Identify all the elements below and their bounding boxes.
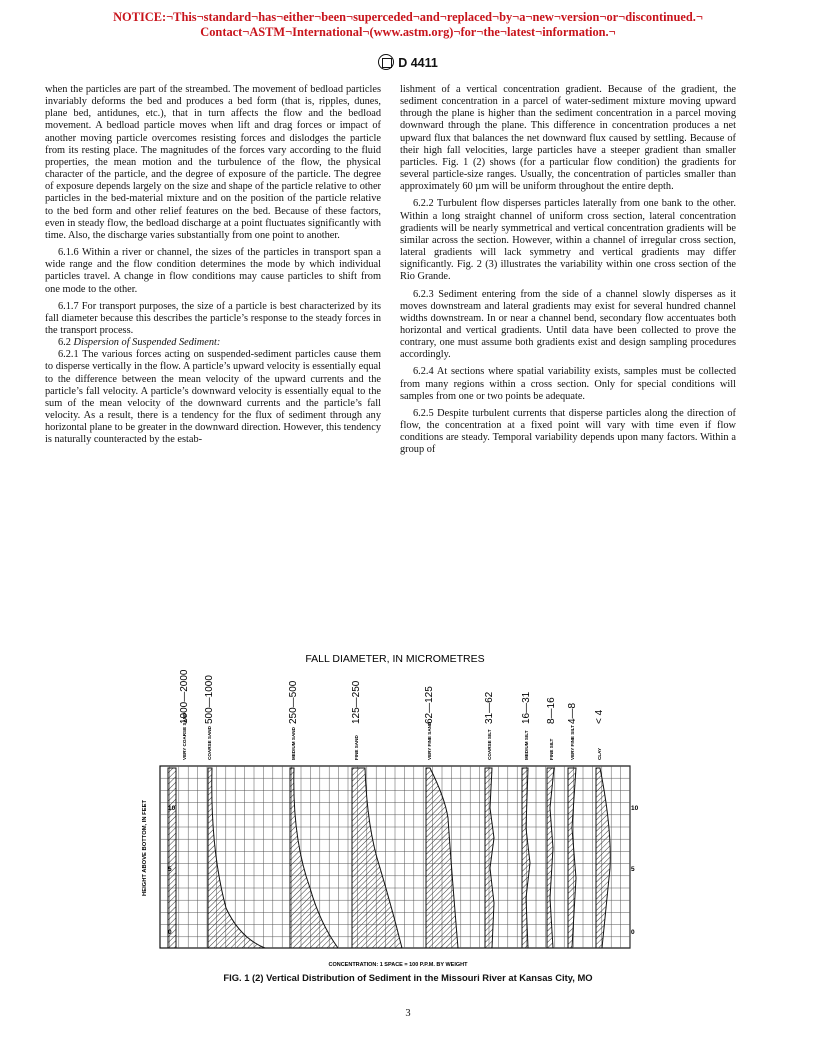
page-number: 3 <box>405 1008 411 1019</box>
class-label: VERY FINE SAND <box>427 721 432 760</box>
size-range-label: 500—1000 <box>204 675 215 724</box>
concentration-profile <box>426 768 458 948</box>
section-heading <box>45 337 381 349</box>
notice-banner <box>0 10 816 40</box>
class-label: VERY COARSE SAND <box>182 712 187 760</box>
class-label: COARSE SILT <box>487 729 492 760</box>
figure-caption: FIG. 1 (2) Vertical Distribution of Sediment in the Missouri River at Kansas City, MO <box>223 972 593 983</box>
left-column <box>45 84 381 447</box>
paragraph: 6.2.1 The various forces acting on suspended-sediment particles cause them to disperse vertically in the flow. A particle’s upward velocity is essentially equal to the difference between the mean velocity of the upward currents and the particle’s fall velocity. A particle’s downward velocity is essentially equal to the sum of the mean velocity of the downward currents and the particle’s fall velocity. As a result, there is a tendency for the flux of sediment through any horizontal plane to be greater in the downward direction. However, this tendency is naturally counteracted by the estab- <box>45 349 381 446</box>
section-title: Dispersion of Suspended Sediment: <box>73 337 221 349</box>
concentration-profiles <box>168 768 610 948</box>
size-range-label: 1000—2000 <box>179 669 190 724</box>
class-label: CLAY <box>597 747 602 760</box>
y-axis-label: HEIGHT ABOVE BOTTOM, IN FEET <box>142 800 148 896</box>
size-range-labels <box>179 669 605 724</box>
right-column <box>400 84 736 457</box>
page-header <box>0 54 816 70</box>
size-range-label: < 4 <box>594 709 605 724</box>
class-label: VERY FINE SILT <box>570 725 575 760</box>
class-label: FINE SILT <box>549 738 554 760</box>
paragraph: 6.1.7 For transport purposes, the size of a particle is best characterized by its fall diameter because this describes the particle’s response to the steady forces in the transport process. <box>45 300 381 336</box>
concentration-profile <box>485 768 494 948</box>
class-label: FINE SAND <box>354 735 359 760</box>
paragraph: 6.2.3 Sediment entering from the side of a channel slowly disperses as it moves downstream and lateral gradients may exist for several hundred channel widths downstream. In or near a channel bend, secondary flow accentuates both horizontal and vertical gradients. Until data have been collected to prove the contrary, one must assume both gradients exist and design sampling procedures accordingly. <box>400 288 736 361</box>
figure-title: FALL DIAMETER, IN MICROMETRES <box>305 653 485 665</box>
class-label: COARSE SAND <box>207 726 212 760</box>
concentration-profile <box>522 768 530 948</box>
concentration-profile <box>596 768 610 948</box>
concentration-profile <box>352 768 402 948</box>
size-range-label: 31—62 <box>484 691 495 724</box>
size-range-label: 16—31 <box>521 691 532 724</box>
y-tick-right-0: 0 <box>631 929 635 936</box>
notice-line-2: Contact¬ASTM¬International¬(www.astm.org)¬for¬the¬latest¬information.¬ <box>200 25 616 39</box>
concentration-profile <box>568 768 576 948</box>
paragraph: 6.2.4 At sections where spatial variability exists, samples must be collected from many regions within a cross section. Only for special conditions will samples from one or two points be adequate. <box>400 366 736 402</box>
paragraph: 6.2.5 Despite turbulent currents that disperse particles along the direction of flow, the concentration at a fixed point will vary with time even if flow conditions are steady. Temporal variability depends upon many factors. Within a group of <box>400 407 736 456</box>
paragraph: 6.2.2 Turbulent flow disperses particles laterally from one bank to the other. Within a long straight channel of uniform cross section, lateral concentration gradients will be nearly symmetrical and vertical concentration gradients will be similar across the section. However, within a channel of irregular cross section, lateral gradients will lack symmetry and vertical gradients may differ significantly. Fig. 2 (3) illustrates the variability within one cross section of the Rio Grande. <box>400 198 736 283</box>
paragraph: 6.1.6 Within a river or channel, the sizes of the particles in transport span a wide range and the flow condition determines the mode by which individual particles travel. A change in flow conditions may cause particles to shift from one mode to the other. <box>45 247 381 295</box>
y-tick-right-10: 10 <box>631 805 639 812</box>
figure-sediment-distribution <box>140 648 660 983</box>
size-range-label: 8—16 <box>546 697 557 724</box>
standard-designation: D 4411 <box>398 56 438 70</box>
notice-line-1: NOTICE:¬This¬standard¬has¬either¬been¬superceded¬and¬replaced¬by¬a¬new¬version¬or¬discontinued.¬ <box>113 10 703 24</box>
class-label: MEDIUM SAND <box>291 727 296 760</box>
section-number: 6.2 <box>58 337 71 349</box>
concentration-profile <box>547 768 554 948</box>
x-axis-label: CONCENTRATION: 1 SPACE = 100 P.P.M. BY WEIGHT <box>328 962 468 968</box>
concentration-profile <box>168 768 176 948</box>
astm-logo-icon <box>378 54 394 70</box>
paragraph: lishment of a vertical concentration gradient. Because of the gradient, the sediment concentration in a parcel of water-sediment mixture moving upward through the plane is higher than the sediment concentration in a parcel moving downward through the plane. This difference in concentration produces a net upward flux that balances the net downward flux caused by settling. Because of their high fall velocities, large particles have a steeper gradient than smaller particles. Fig. 1 (2) shows (for a particular flow condition) the gradients for several particle-size ranges. Usually, the concentration of particles smaller than approximately 60 µm will be uniform throughout the entire depth. <box>400 84 736 193</box>
y-tick-left-10: 10 <box>168 805 176 812</box>
size-range-label: 4—8 <box>567 702 578 724</box>
concentration-profile <box>290 768 338 948</box>
y-tick-left-0: 0 <box>168 929 172 936</box>
size-range-label: 250—500 <box>288 680 299 724</box>
paragraph: when the particles are part of the streambed. The movement of bedload particles invariably deforms the bed and produces a bed form (that is, ripples, dunes, plane bed, antidunes, etc.), that in turn affects the flow and the bedload movement. A bedload particle moves when lift and drag forces or impact of another moving particle overcomes resisting forces and dislodges the particle from its resting place. The magnitudes of the forces vary according to the fluid properties, the mean motion and the turbulence of the flow, the physical character of the particle, and the degree of exposure of the particle. The degree of exposure depends largely on the size and shape of the particle relative to other particles in the bed-material mixture and on the position of the particle relative to the bed form and other relief features on the bed. Because of these factors, even in steady flow, the bedload discharge at a point fluctuates significantly with time. Also, the discharge varies substantially from one point to another. <box>45 84 381 241</box>
class-labels <box>182 712 602 760</box>
size-range-label: 125—250 <box>351 680 362 724</box>
y-tick-left-5: 5 <box>168 866 172 873</box>
class-label: MEDIUM SILT <box>524 730 529 760</box>
size-range-label: 62—125 <box>424 686 435 724</box>
y-tick-right-5: 5 <box>631 866 635 873</box>
